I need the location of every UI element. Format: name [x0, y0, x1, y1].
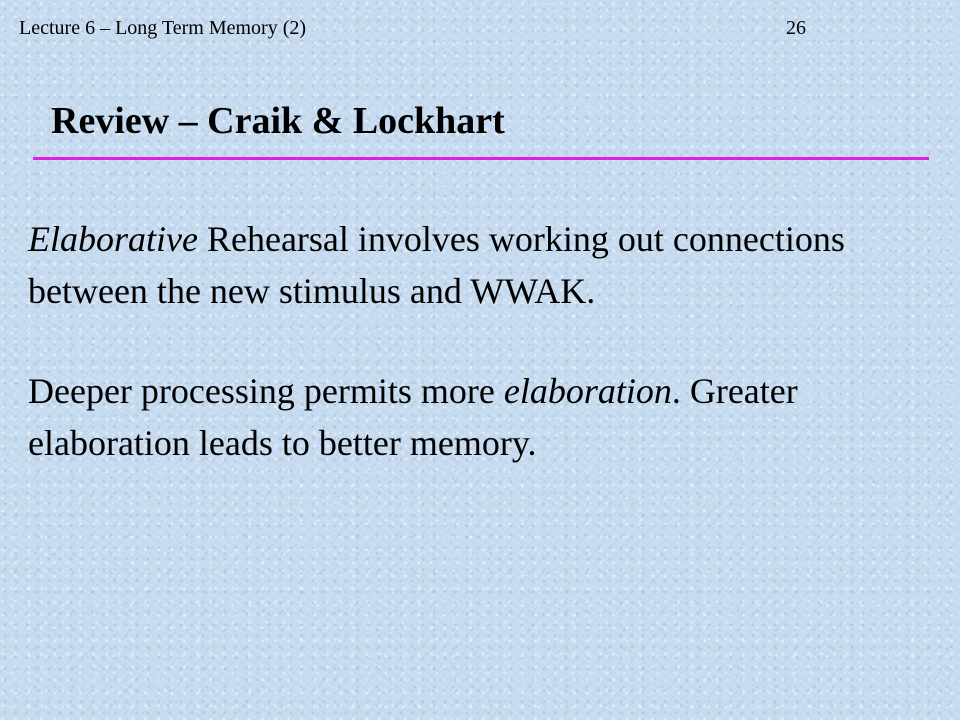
lecture-header: Lecture 6 – Long Term Memory (2): [19, 17, 307, 39]
paragraph-deeper-processing: [28, 365, 948, 469]
paragraph-2-text-after: . Greater elaboration leads to better memory.: [28, 371, 798, 463]
term-elaboration: elaboration: [503, 371, 672, 411]
slide-title: Review – Craik & Lockhart: [51, 100, 505, 142]
paragraph-1-text: Rehearsal involves working out connections between the new stimulus and WWAK.: [28, 219, 845, 311]
paragraph-2-text-before: Deeper processing permits more: [28, 371, 504, 411]
slide-number: 26: [786, 17, 806, 39]
paragraph-elaborative-rehearsal: [28, 213, 948, 317]
title-underline: [33, 157, 929, 160]
term-elaborative: Elaborative: [28, 219, 198, 259]
